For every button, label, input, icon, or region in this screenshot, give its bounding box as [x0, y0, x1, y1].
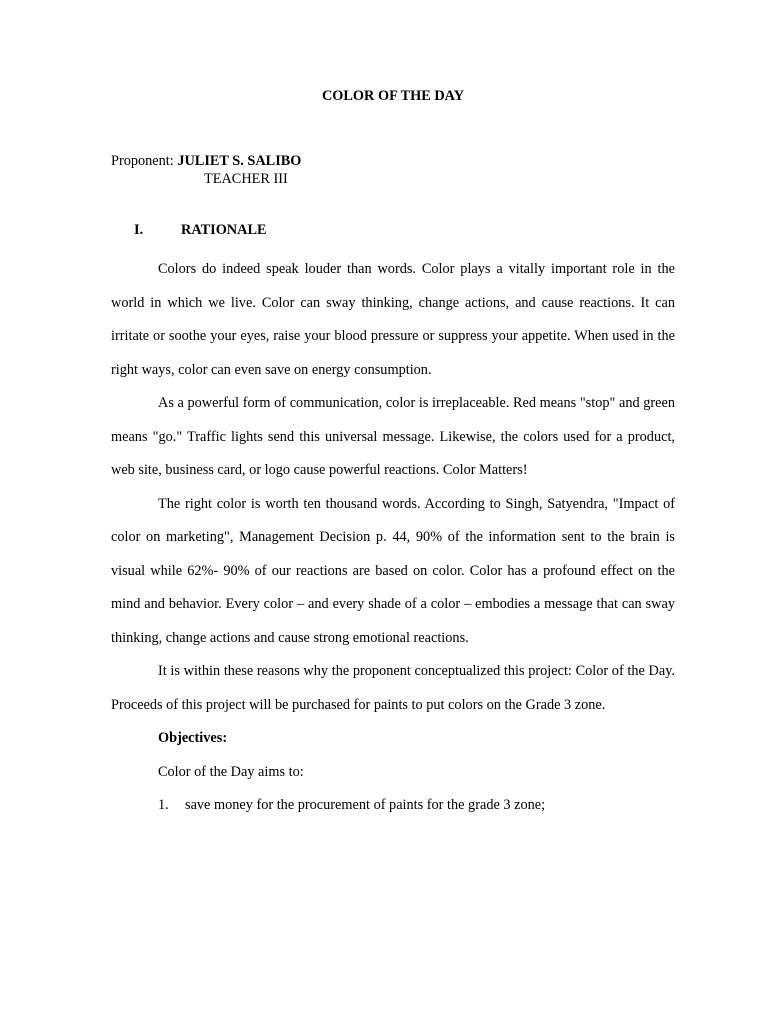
paragraph: As a powerful form of communication, color is irreplaceable. Red means "stop" and green means "go." Traffic lights send this universal message. Likewise, the colors used for a product, web site, business card, or logo cause powerful reactions. Color Matters! — [111, 395, 675, 478]
section-number: I. — [134, 222, 144, 238]
list-item — [111, 789, 675, 823]
list-item-text: save money for the procurement of paints for the grade 3 zone; — [185, 797, 546, 813]
section-title: RATIONALE — [181, 222, 267, 238]
document-title: COLOR OF THE DAY — [321, 88, 465, 104]
proponent-line — [111, 153, 301, 170]
paragraph: Colors do indeed speak louder than words. Color plays a vitally important role in the world in which we live. Color can sway thinking, change actions, and cause reactions. It can irritate or soothe your eyes, raise your blood pressure or suppress your appetite. When used in the right ways, color can even save on energy consumption. — [111, 261, 675, 378]
paragraph: The right color is worth ten thousand words. According to Singh, Satyendra, "Impact of color on marketing", Management Decision p. 44, 90% of the information sent to the brain is visual while 62%- 90% of our reactions are based on color. Color has a profound effect on the mind and behavior. Every color – and every shade of a color – embodies a message that can sway thinking, change actions and cause strong emotional reactions. — [111, 495, 675, 646]
proponent-label: Proponent: — [111, 153, 174, 169]
objectives-intro: Color of the Day aims to: — [158, 763, 304, 780]
proponent-name: JULIET S. SALIBO — [177, 153, 302, 169]
section-heading — [134, 222, 267, 239]
rationale-body — [111, 253, 675, 823]
objectives-heading: Objectives: — [158, 730, 228, 746]
list-item-marker: 1. — [158, 797, 169, 813]
paragraph: It is within these reasons why the proponent conceptualized this project: Color of the Day. Proceeds of this project will be purchased for paints to put colors on the Grade 3 zone. — [111, 663, 675, 713]
proponent-position: TEACHER III — [204, 171, 288, 187]
